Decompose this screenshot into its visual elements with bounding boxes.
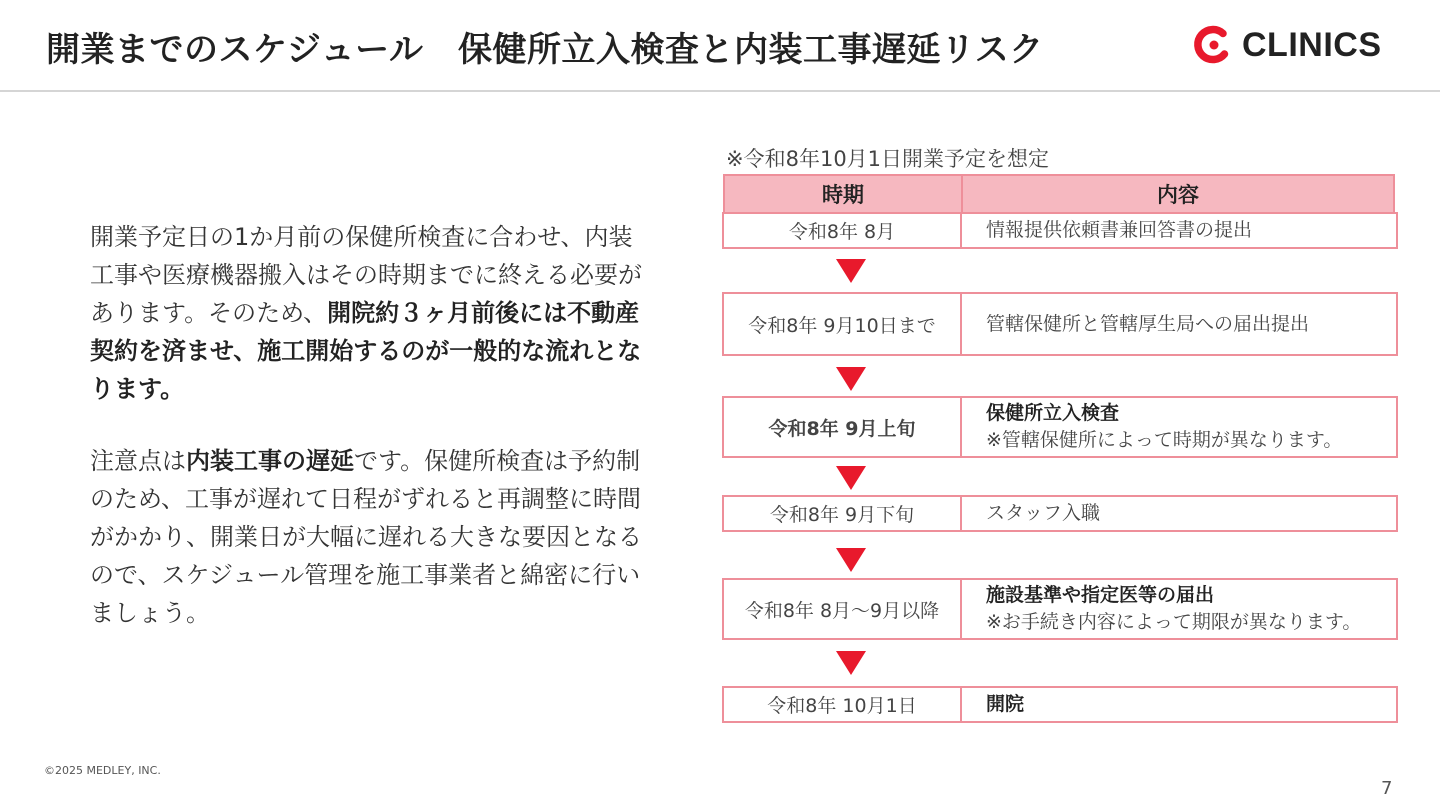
- row-content: 施設基準や指定医等の届出: [986, 584, 1215, 606]
- schedule-note: ※令和8年10月1日開業予定を想定: [726, 147, 1050, 171]
- intro-text: 開業予定日の1か月前の保健所検査に合わせ、内装工事や医療機器搬入はその時期までに終える必要があります。そのため、: [90, 223, 642, 327]
- logo-text: CLINICS: [1242, 25, 1382, 64]
- header-period: 時期: [725, 176, 963, 212]
- header-content: 内容: [1157, 183, 1199, 207]
- row-note: ※お手続き内容によって期限が異なります。: [986, 611, 1362, 633]
- header-divider: [0, 90, 1440, 92]
- down-arrow-icon: [836, 651, 866, 675]
- caution-emphasis: 内装工事の遅延: [186, 447, 354, 475]
- row-content-cell: [962, 294, 1396, 354]
- row-content-cell: [962, 580, 1396, 638]
- schedule-row: [722, 396, 1398, 458]
- copyright-text: ©2025 MEDLEY, INC.: [44, 764, 161, 777]
- schedule-row: [722, 495, 1398, 532]
- down-arrow-icon: [836, 259, 866, 283]
- row-content-cell: [962, 497, 1396, 530]
- schedule-row: [722, 686, 1398, 723]
- clinics-logo: [1192, 24, 1382, 66]
- intro-emphasis: 開院約３ヶ月前後には不動産契約を済ませ、施工開始するのが一般的な流れとなります。: [90, 299, 642, 403]
- down-arrow-icon: [836, 466, 866, 490]
- row-period: 令和8年 8月: [724, 214, 962, 247]
- row-content-cell: [962, 214, 1396, 247]
- schedule-row: [722, 578, 1398, 640]
- caution-text-end: です。保健所検査は予約制のため、工事が遅れて日程がずれると再調整に時間がかかり、開業日が大幅に遅れる大きな要因となるので、スケジュール管理を施工事業者と綿密に行いましょう。: [90, 447, 642, 627]
- row-content-cell: [962, 398, 1396, 456]
- schedule-row: [722, 212, 1398, 249]
- schedule-row: [722, 292, 1398, 356]
- caution-paragraph: [90, 442, 650, 632]
- row-content: 管轄保健所と管轄厚生局への届出提出: [986, 312, 1310, 335]
- row-period: 令和8年 9月上旬: [724, 398, 962, 456]
- down-arrow-icon: [836, 548, 866, 572]
- row-content: 保健所立入検査: [986, 402, 1120, 424]
- page-title: 開業までのスケジュール 保健所立入検査と内装工事遅延リスク: [46, 30, 1044, 70]
- row-period: 令和8年 9月下旬: [724, 497, 962, 530]
- down-arrow-icon: [836, 367, 866, 391]
- row-period: 令和8年 9月10日まで: [724, 294, 962, 354]
- row-period: 令和8年 8月〜9月以降: [724, 580, 962, 638]
- schedule-table-header: [723, 174, 1395, 214]
- row-content: 開院: [986, 693, 1025, 715]
- row-content: 情報提供依頼書兼回答書の提出: [986, 219, 1253, 241]
- caution-text-start: 注意点は: [90, 447, 186, 475]
- clinics-logo-icon: [1192, 24, 1234, 66]
- intro-paragraph: [90, 218, 650, 408]
- page-number: 7: [1381, 778, 1393, 799]
- row-period: 令和8年 10月1日: [724, 688, 962, 721]
- row-content: スタッフ入職: [986, 502, 1101, 524]
- row-content-cell: [962, 688, 1396, 721]
- row-note: ※管轄保健所によって時期が異なります。: [986, 429, 1343, 451]
